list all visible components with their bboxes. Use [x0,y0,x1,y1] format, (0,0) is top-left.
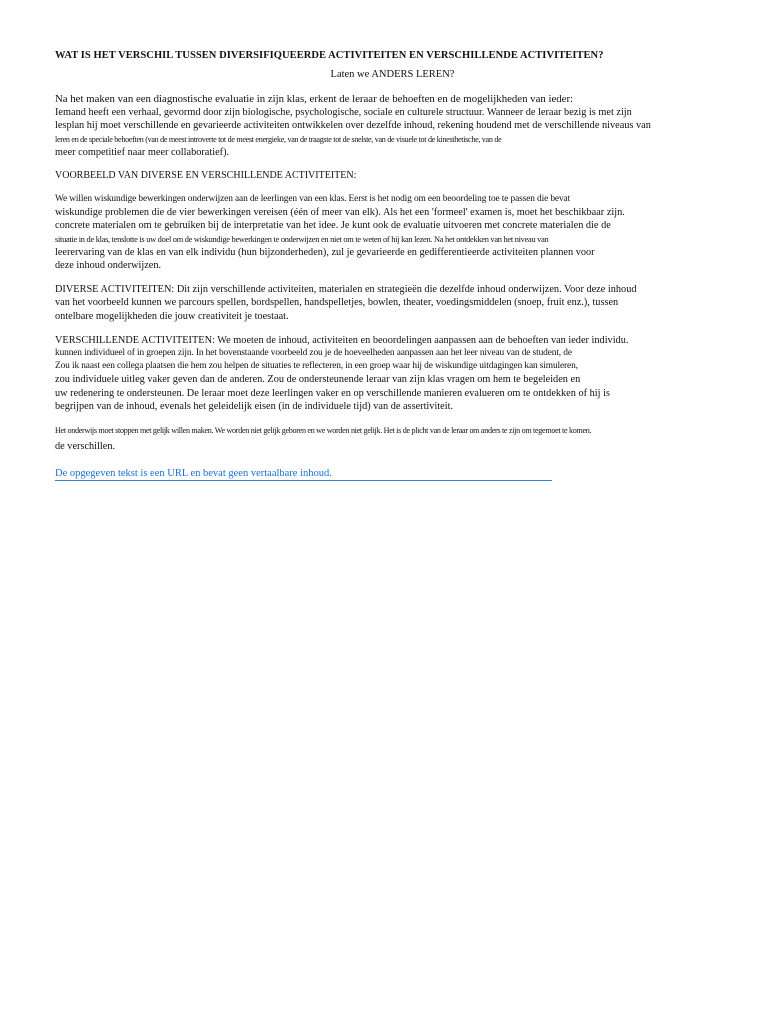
diverse-activities-paragraph [55,283,730,323]
different-line: kunnen individueel of in groepen zijn. In het bovenstaande voorbeeld zou je de hoeveelheden aanpassen aan het leer niveau van de student, de [55,348,572,359]
different-line: uw redenering te ondersteunen. De leraar moet deze leerlingen vaker en op verschillende manieren evalueren om te ontdekken of hij is [55,387,610,399]
document-page [55,50,730,481]
intro-line: Na het maken van een diagnostische evaluatie in zijn klas, erkent de leraar de behoeften en de mogelijkheden van ieder: [55,93,574,105]
intro-line: Iemand heeft een verhaal, gevormd door zijn biologische, psychologische, sociale en culturele structuur. Wanneer de leraar bezig is met zijn [55,107,632,119]
example-paragraph [55,193,730,272]
example-heading: VOORBEELD VAN DIVERSE EN VERSCHILLENDE ACTIVITEITEN: [55,170,357,182]
example-line: situatie in de klas, tenslotte is uw doel om de wiskundige bewerkingen te onderwijzen en niet om te weten of hij kan lezen. Na het ontdekken van het niveau van [55,234,549,244]
example-line: We willen wiskundige bewerkingen onderwijzen aan de leerlingen van een klas. Eerst is het nodig om een beoordeling toe te passen die bevat [55,194,571,205]
document-title: WAT IS HET VERSCHIL TUSSEN DIVERSIFIQUEERDE ACTIVITEITEN EN VERSCHILLENDE ACTIVITEITEN? [55,50,604,61]
example-line: concrete materialen om te gebruiken bij de interpretatie van het idee. Je kunt ook de evaluatie uitvoeren met concrete materialen die de [55,220,611,232]
intro-paragraph [55,93,730,159]
example-line: deze inhoud onderwijzen. [55,260,162,272]
intro-line: lesplan hij moet verschillende en gevarieerde activiteiten ontwikkelen over dezelfde inhoud, rekening houdend met de verschillende niveaus van [55,120,651,132]
closing-line: Het onderwijs moet stoppen met gelijk willen maken. We worden niet gelijk geboren en we worden niet gelijk. Het is de plicht van de leraar om anders te zijn om tegemoet te komen. [55,426,592,436]
diverse-line: ontelbare mogelijkheden die jouw creativiteit je toestaat. [55,310,289,322]
closing-line: de verschillen. [55,441,116,453]
different-line: VERSCHILLENDE ACTIVITEITEN: We moeten de inhoud, activiteiten en beoordelingen aanpassen aan de behoeften van ieder individu. [55,334,629,346]
url-notice-container [55,463,730,481]
different-activities-paragraph [55,334,730,413]
diverse-line: van het voorbeeld kunnen we parcours spellen, bordspellen, handspelletjes, bowlen, theater, voedingsmiddelen (snoep, fruit enz.), tussen [55,297,619,309]
different-line: zou individuele uitleg vaker geven dan de anderen. Zou de ondersteunende leraar van zijn klas vragen om hem te begeleiden en [55,374,581,386]
document-subtitle: Laten we ANDERS LEREN? [330,69,455,80]
intro-line: meer competitief naar meer collaboratief). [55,146,230,158]
different-line: begrijpen van de inhoud, evenals het geleidelijk eisen (in de individuele tijd) van de assertiviteit. [55,400,454,412]
url-notice-link[interactable]: De opgegeven tekst is een URL en bevat geen vertaalbare inhoud. [55,468,552,481]
closing-paragraph [55,424,730,453]
intro-line: leren en de speciale behoeften (van de meest introverte tot de meest energieke, van de traagste tot de snelste, van de visuele tot de kinesthetische, van de [55,134,502,144]
example-line: leerervaring van de klas en van elk individu (hun bijzonderheden), zul je gevarieerde en gedifferentieerde activiteiten plannen voor [55,246,595,258]
different-line: Zou ik naast een collega plaatsen die hem zou helpen de situaties te reflecteren, in een groep waar hij de wiskundige uitdagingen kan simuleren, [55,361,578,372]
example-line: wiskundige problemen die de vier bewerkingen vereisen (één of meer van elk). Als het een 'formeel' examen is, moet het beschikbaar zijn. [55,207,625,219]
diverse-line: DIVERSE ACTIVITEITEN: Dit zijn verschillende activiteiten, materialen en strategieën die dezelfde inhoud onderwijzen. Voor deze inhoud [55,284,637,296]
